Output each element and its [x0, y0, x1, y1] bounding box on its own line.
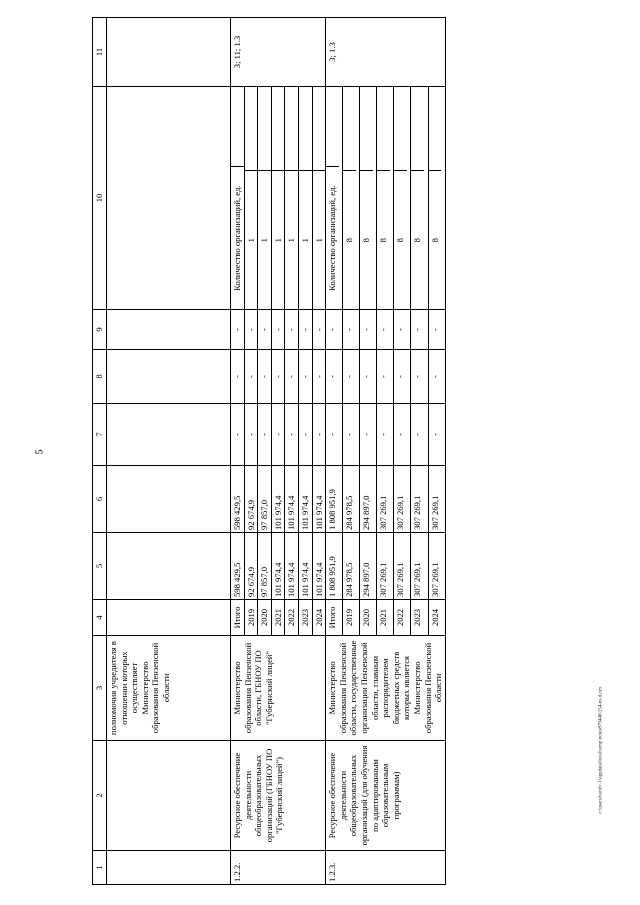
indicator-value: 8 [429, 170, 442, 309]
cont-cell-11 [107, 18, 231, 87]
measure-name: Ресурсное обеспечение деятельности общеобразовательных организаций (ГБНОУ ПО "Губернский лицей") [231, 741, 326, 851]
indicator-value: 8 [360, 170, 373, 309]
federal-budget-cell: - [411, 404, 428, 466]
regional-budget-cell: 294 897,0 [360, 466, 377, 533]
indicator-label: Количество организаций, ед. [326, 167, 339, 309]
regional-budget-cell: 284 978,5 [343, 466, 360, 533]
cont-cell-4 [107, 600, 231, 636]
indicator-value-cell [377, 87, 394, 310]
year-cell: Итого [231, 600, 245, 636]
indicator-value-cell [428, 87, 445, 310]
indicator-value: 1 [313, 170, 326, 309]
indicator-value-cell [360, 87, 377, 310]
measure-executor: Министерство образования Пензенской области, государственные организации Пензенской области, главным распорядителем бюджетных средств которых является Министерство образования Пензенской области [326, 636, 446, 741]
cont-cell-6 [107, 466, 231, 533]
federal-budget-cell: - [244, 404, 258, 466]
header-row [93, 18, 107, 885]
regional-budget-cell: 307 269,1 [394, 466, 411, 533]
local-budget-cell: - [298, 350, 312, 404]
cont-cell-9 [107, 310, 231, 350]
other-sources-cell: - [343, 310, 360, 350]
other-sources-cell: - [394, 310, 411, 350]
rotated-page [92, 18, 583, 885]
indicator-value: 1 [272, 170, 285, 309]
year-cell: 2022 [285, 600, 299, 636]
regional-budget-cell: 307 269,1 [377, 466, 394, 533]
indicator-value-spacer [245, 87, 258, 170]
col-header-5: 5 [93, 533, 107, 600]
regional-budget-cell: 307 269,1 [411, 466, 428, 533]
total-cell: 97 857,0 [258, 533, 272, 600]
cont-cell-8 [107, 350, 231, 404]
indicator-value-cell [285, 87, 299, 310]
cont-cell-1 [107, 851, 231, 885]
local-budget-cell: - [244, 350, 258, 404]
related-items-cell: 3; 11; 1.3 [231, 18, 326, 87]
year-cell: 2021 [271, 600, 285, 636]
total-cell: 307 269,1 [377, 533, 394, 600]
year-cell: 2024 [312, 600, 326, 636]
indicator-value-cell [244, 87, 258, 310]
indicator-value-spacer [394, 87, 407, 170]
indicator-value-spacer [285, 87, 298, 170]
year-cell: 2022 [394, 600, 411, 636]
col-header-6: 6 [93, 466, 107, 533]
page-number: 5 [34, 449, 46, 455]
program-table [92, 17, 446, 885]
indicator-value: 1 [258, 170, 271, 309]
local-budget-cell: - [343, 350, 360, 404]
federal-budget-cell: - [298, 404, 312, 466]
indicator-value-cell [312, 87, 326, 310]
federal-budget-cell: - [326, 404, 343, 466]
year-cell: 2020 [360, 600, 377, 636]
regional-budget-cell: 92 674,9 [244, 466, 258, 533]
col-header-9: 9 [93, 310, 107, 350]
year-cell: 2021 [377, 600, 394, 636]
indicator-value-spacer [360, 87, 373, 170]
local-budget-cell: - [326, 350, 343, 404]
local-budget-cell: - [271, 350, 285, 404]
regional-budget-cell: 307 269,1 [428, 466, 445, 533]
other-sources-cell: - [285, 310, 299, 350]
footer-file-path: c:\users\borob~1\appdata\local\temp\notes879446\154-ns.d.ocx [598, 686, 604, 814]
regional-budget-cell: 97 857,0 [258, 466, 272, 533]
other-sources-cell: - [244, 310, 258, 350]
indicator-value: 1 [285, 170, 298, 309]
local-budget-cell: - [377, 350, 394, 404]
regional-budget-cell: 101 974,4 [312, 466, 326, 533]
local-budget-cell: - [394, 350, 411, 404]
total-cell: 294 897,0 [360, 533, 377, 600]
measure-name: Ресурсное обеспечение деятельности общеобразовательных организаций (для обучения по адаптированным образовательным программам) [326, 741, 446, 851]
federal-budget-cell: - [394, 404, 411, 466]
year-cell: Итого [326, 600, 343, 636]
local-budget-cell: - [258, 350, 272, 404]
cont-executor-text: полномочия учредителя в отношении которых осуществляет Министерство образования Пензенской области [107, 636, 231, 741]
related-items-cell: 3; 1.3 [326, 18, 446, 87]
indicator-cell [326, 87, 343, 310]
cont-cell-2 [107, 741, 231, 851]
year-cell: 2023 [411, 600, 428, 636]
indicator-label: Количество организаций, ед. [231, 167, 244, 309]
total-cell: 1 808 951,9 [326, 533, 343, 600]
other-sources-cell: - [411, 310, 428, 350]
local-budget-cell: - [231, 350, 245, 404]
federal-budget-cell: - [231, 404, 245, 466]
indicator-value-cell [298, 87, 312, 310]
regional-budget-cell: 101 974,4 [298, 466, 312, 533]
indicator-value-spacer [429, 87, 442, 170]
other-sources-cell: - [326, 310, 343, 350]
indicator-value-cell [411, 87, 428, 310]
local-budget-cell: - [312, 350, 326, 404]
regional-budget-cell: 598 429,5 [231, 466, 245, 533]
indicator-value-spacer [411, 87, 424, 170]
year-cell: 2023 [298, 600, 312, 636]
federal-budget-cell: - [285, 404, 299, 466]
indicator-value-spacer [313, 87, 326, 170]
other-sources-cell: - [312, 310, 326, 350]
col-header-3: 3 [93, 636, 107, 741]
measure-number: 1.2.2. [231, 851, 326, 885]
year-cell: 2019 [343, 600, 360, 636]
continuation-row [107, 18, 231, 885]
total-cell: 101 974,4 [298, 533, 312, 600]
col-header-10: 10 [93, 87, 107, 310]
indicator-value-cell [271, 87, 285, 310]
indicator-value-spacer [272, 87, 285, 170]
federal-budget-cell: - [377, 404, 394, 466]
other-sources-cell: - [377, 310, 394, 350]
total-cell: 101 974,4 [312, 533, 326, 600]
other-sources-cell: - [271, 310, 285, 350]
year-cell: 2019 [244, 600, 258, 636]
year-cell: 2024 [428, 600, 445, 636]
other-sources-cell: - [298, 310, 312, 350]
other-sources-cell: - [231, 310, 245, 350]
measure-executor: Министерство образования Пензенской области, ГБНОУ ПО "Губернский лицей" [231, 636, 326, 741]
col-header-4: 4 [93, 600, 107, 636]
cont-cell-7 [107, 404, 231, 466]
total-cell: 101 974,4 [285, 533, 299, 600]
indicator-spacer [231, 87, 244, 167]
regional-budget-cell: 101 974,4 [285, 466, 299, 533]
measure-number: 1.2.3. [326, 851, 446, 885]
col-header-1: 1 [93, 851, 107, 885]
indicator-value-spacer [258, 87, 271, 170]
regional-budget-cell: 1 808 951,9 [326, 466, 343, 533]
indicator-value-spacer [377, 87, 390, 170]
local-budget-cell: - [411, 350, 428, 404]
cont-cell-10 [107, 87, 231, 310]
indicator-value: 1 [299, 170, 312, 309]
col-header-7: 7 [93, 404, 107, 466]
indicator-value: 8 [377, 170, 390, 309]
federal-budget-cell: - [343, 404, 360, 466]
local-budget-cell: - [285, 350, 299, 404]
other-sources-cell: - [428, 310, 445, 350]
col-header-2: 2 [93, 741, 107, 851]
federal-budget-cell: - [258, 404, 272, 466]
total-cell: 307 269,1 [394, 533, 411, 600]
indicator-value-spacer [343, 87, 356, 170]
total-cell: 307 269,1 [411, 533, 428, 600]
total-cell: 101 974,4 [271, 533, 285, 600]
cont-cell-5 [107, 533, 231, 600]
regional-budget-cell: 101 974,4 [271, 466, 285, 533]
year-cell: 2020 [258, 600, 272, 636]
indicator-value-cell [394, 87, 411, 310]
indicator-cell [231, 87, 245, 310]
total-cell: 598 429,5 [231, 533, 245, 600]
indicator-value: 1 [245, 170, 258, 309]
other-sources-cell: - [258, 310, 272, 350]
indicator-value: 8 [343, 170, 356, 309]
indicator-subtable [231, 87, 244, 309]
total-cell: 92 674,9 [244, 533, 258, 600]
federal-budget-cell: - [360, 404, 377, 466]
indicator-value-cell [258, 87, 272, 310]
local-budget-cell: - [360, 350, 377, 404]
indicator-value-spacer [299, 87, 312, 170]
federal-budget-cell: - [271, 404, 285, 466]
indicator-subtable [326, 87, 339, 309]
other-sources-cell: - [360, 310, 377, 350]
total-cell: 284 978,5 [343, 533, 360, 600]
table-row [231, 18, 245, 885]
indicator-value: 8 [394, 170, 407, 309]
federal-budget-cell: - [312, 404, 326, 466]
indicator-spacer [326, 87, 339, 167]
indicator-value-cell [343, 87, 360, 310]
col-header-11: 11 [93, 18, 107, 87]
total-cell: 307 269,1 [428, 533, 445, 600]
indicator-value: 8 [411, 170, 424, 309]
federal-budget-cell: - [428, 404, 445, 466]
local-budget-cell: - [428, 350, 445, 404]
table-row [326, 18, 343, 885]
col-header-8: 8 [93, 350, 107, 404]
